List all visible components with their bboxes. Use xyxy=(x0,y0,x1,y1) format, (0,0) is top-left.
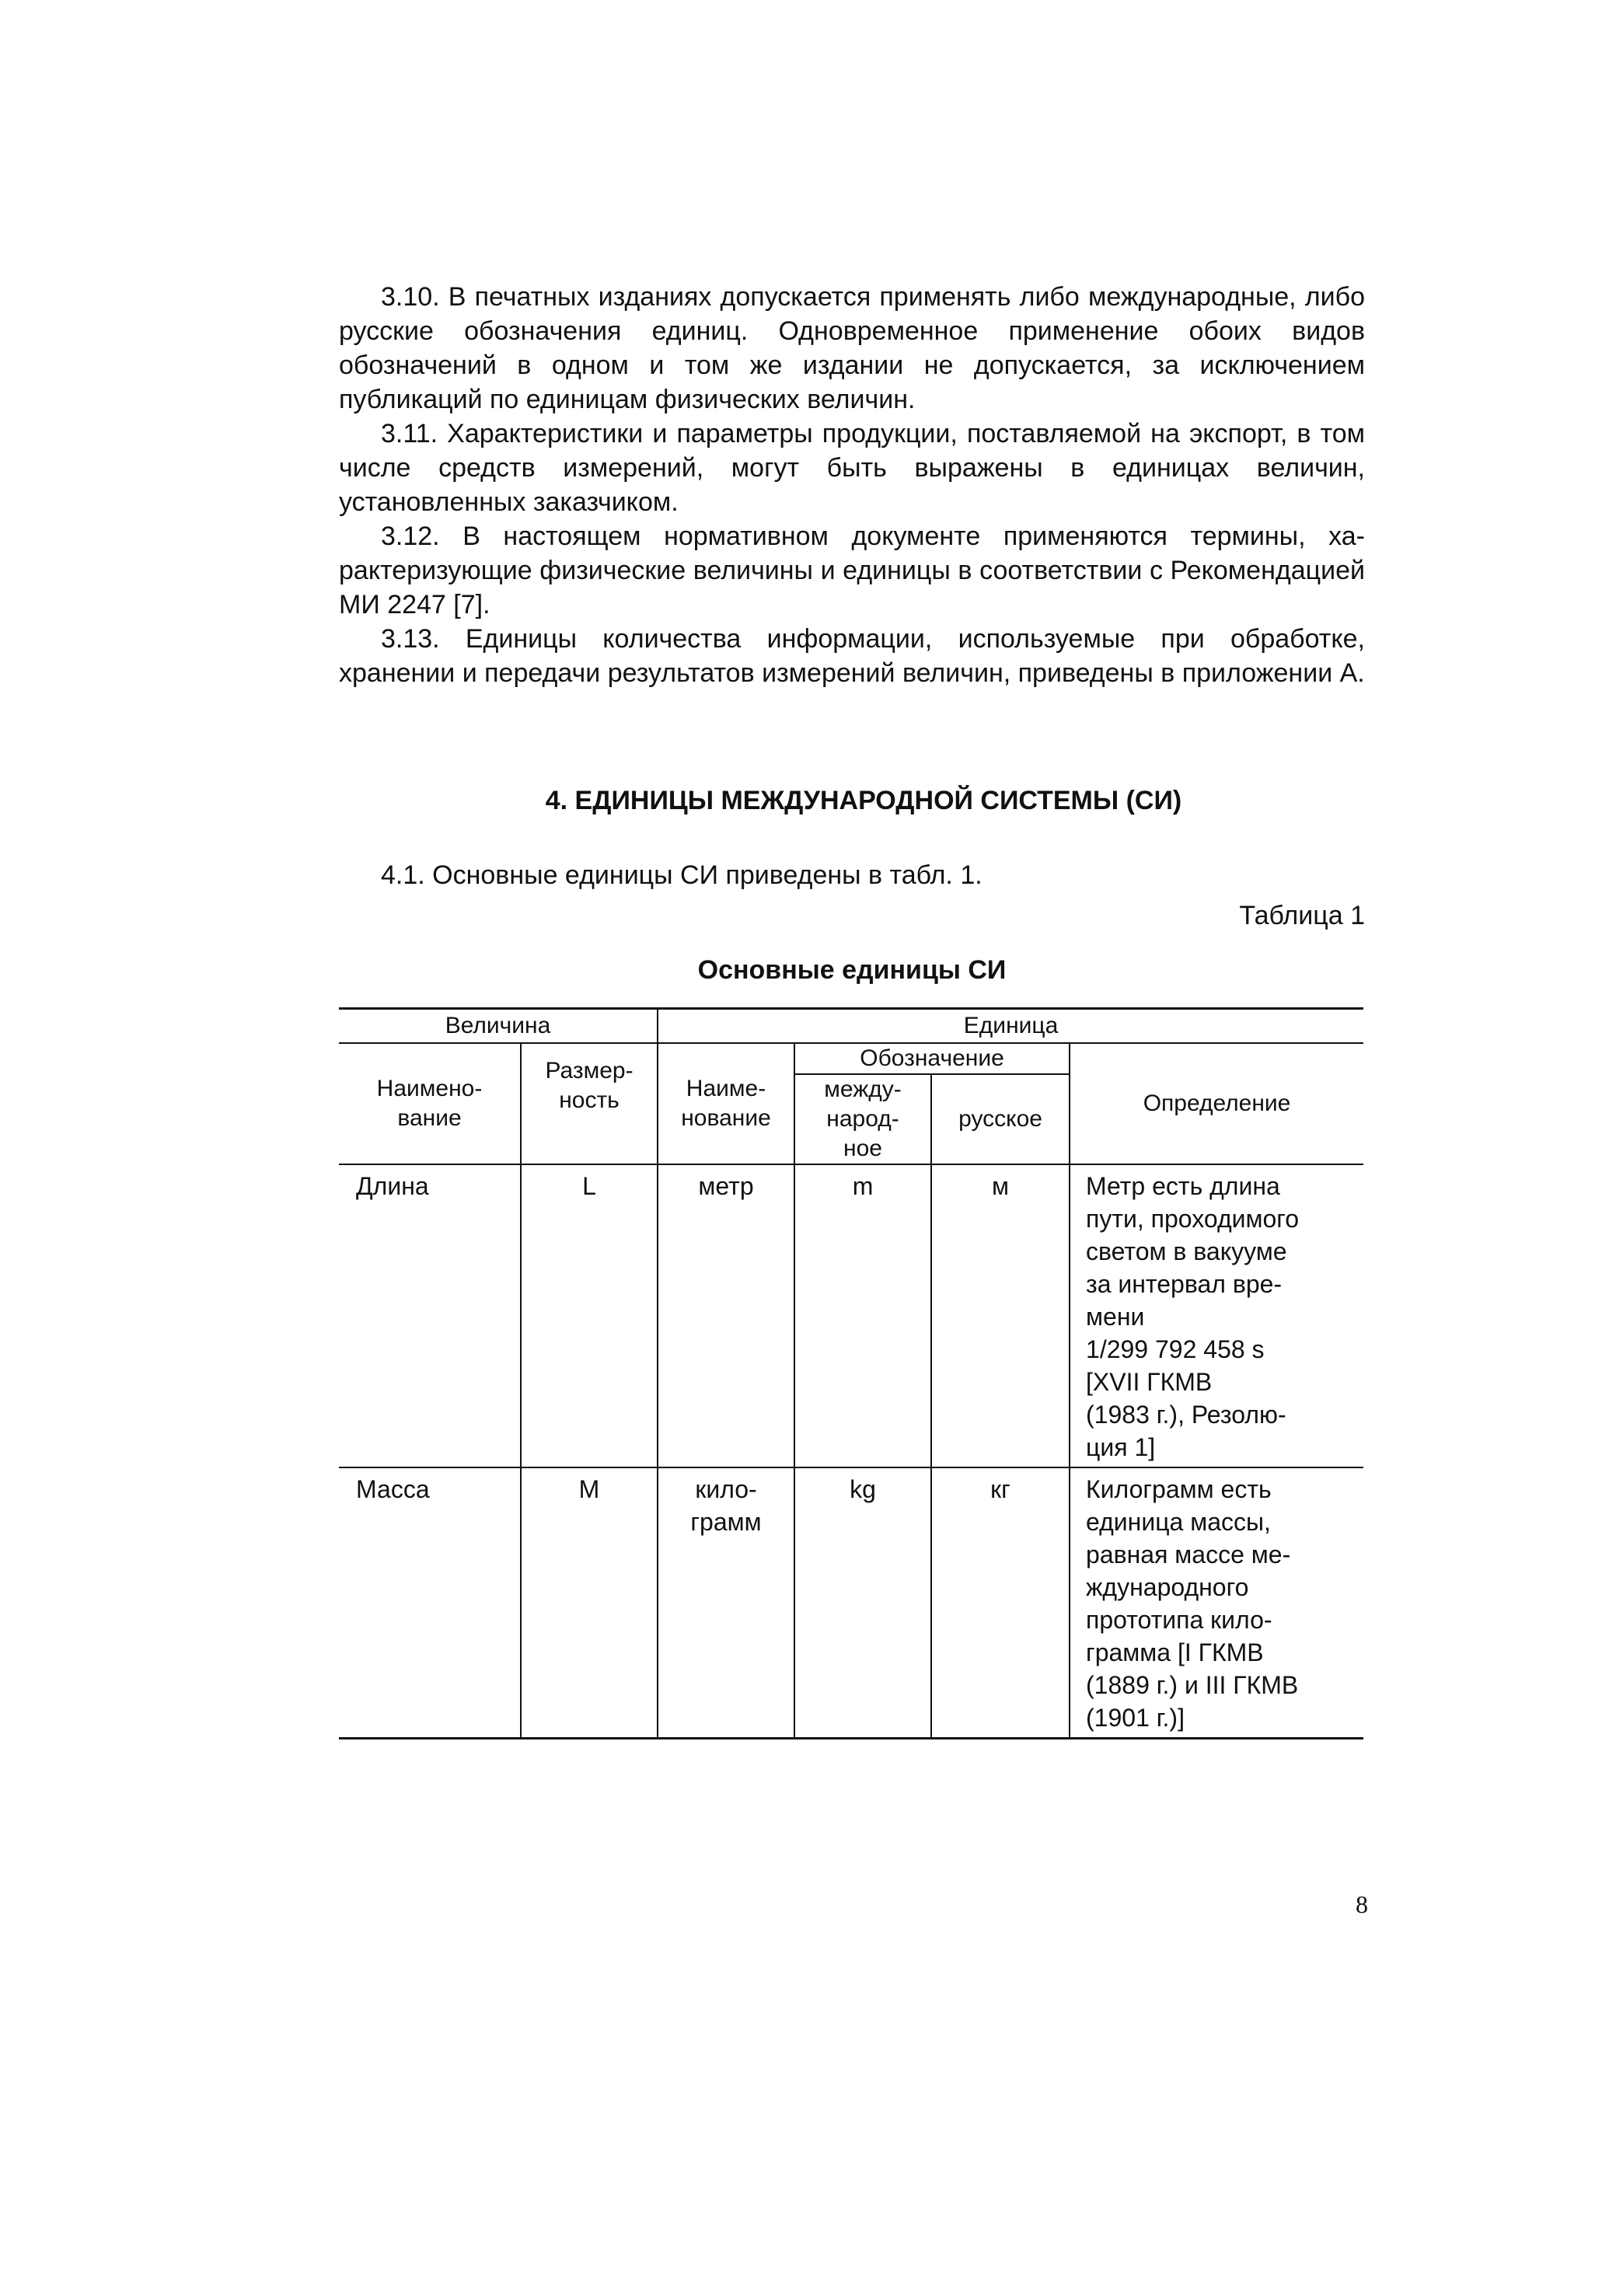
row-quantity: Длина xyxy=(339,1164,521,1467)
page-number: 8 xyxy=(1356,1890,1368,1918)
row-intl-symbol: kg xyxy=(794,1467,931,1739)
header-designation: Обозначение xyxy=(794,1043,1070,1074)
row-unit-name: кило- грамм xyxy=(658,1467,794,1739)
header-international xyxy=(794,1074,931,1164)
header-unit-name-text: Наиме- нование xyxy=(681,1076,771,1131)
row-dimension: L xyxy=(521,1164,658,1467)
row-rus-symbol: м xyxy=(931,1164,1070,1467)
header-definition: Определение xyxy=(1070,1043,1363,1164)
header-quantity-name-text: Наимено- вание xyxy=(376,1076,483,1131)
table-row xyxy=(339,1467,1363,1739)
document-body xyxy=(339,280,1365,1739)
header-international-text: между- народ- ное xyxy=(824,1076,902,1161)
header-unit-name xyxy=(658,1043,794,1164)
table-row xyxy=(339,1164,1363,1467)
header-dimension xyxy=(521,1043,658,1164)
header-dimension-text: Размер- ность xyxy=(545,1058,633,1113)
section-heading: 4. ЕДИНИЦЫ МЕЖДУНАРОДНОЙ СИСТЕМЫ (СИ) xyxy=(545,786,1182,815)
si-base-units-table xyxy=(339,1007,1363,1739)
header-quantity-name xyxy=(339,1043,521,1164)
paragraph-3-10: 3.10. В печатных изданиях допускается применять либо международные, либо русские обозначения единиц. Одновременное применение обоих видов обозначений в одном и том же издании не допускается, за исключением публикаций по единицам физических величин. xyxy=(339,282,1365,414)
paragraph-3-11: 3.11. Характеристики и параметры продукции, поставляемой на экспорт, в том числе средств измерений, могут быть выражены в единицах величин, установленных заказчиком. xyxy=(339,419,1365,517)
row-intl-symbol: m xyxy=(794,1164,931,1467)
row-dimension: M xyxy=(521,1467,658,1739)
table-title: Основные единицы СИ xyxy=(697,955,1007,985)
section-intro: 4.1. Основные единицы СИ приведены в табл. 1. xyxy=(381,860,983,890)
row-quantity: Масса xyxy=(339,1467,521,1739)
header-russian: русское xyxy=(931,1074,1070,1164)
table-reference: Таблица 1 xyxy=(1239,901,1365,930)
row-definition: Метр есть длина пути, проходимого светом в вакууме за интервал вре- мени 1/299 792 458 s [XVII ГКМВ (1983 г.), Резолю- ция 1] xyxy=(1070,1164,1363,1467)
header-quantity: Величина xyxy=(339,1009,658,1044)
header-unit: Единица xyxy=(658,1009,1363,1044)
row-unit-name: метр xyxy=(658,1164,794,1467)
row-rus-symbol: кг xyxy=(931,1467,1070,1739)
paragraph-3-12: 3.12. В настоящем нормативном документе применяются термины, характеризующие физические величины и единицы в соответствии с Рекомендацией МИ 2247 [7]. xyxy=(339,522,1365,619)
paragraph-3-13: 3.13. Единицы количества информации, используемые при обработке, хранении и передачи результатов измерений величин, приведены в приложении А. xyxy=(339,624,1365,688)
row-definition: Килограмм есть единица массы, равная массе ме- ждународного прототипа кило- грамма [I ГКМВ (1889 г.) и III ГКМВ (1901 г.)] xyxy=(1070,1467,1363,1739)
